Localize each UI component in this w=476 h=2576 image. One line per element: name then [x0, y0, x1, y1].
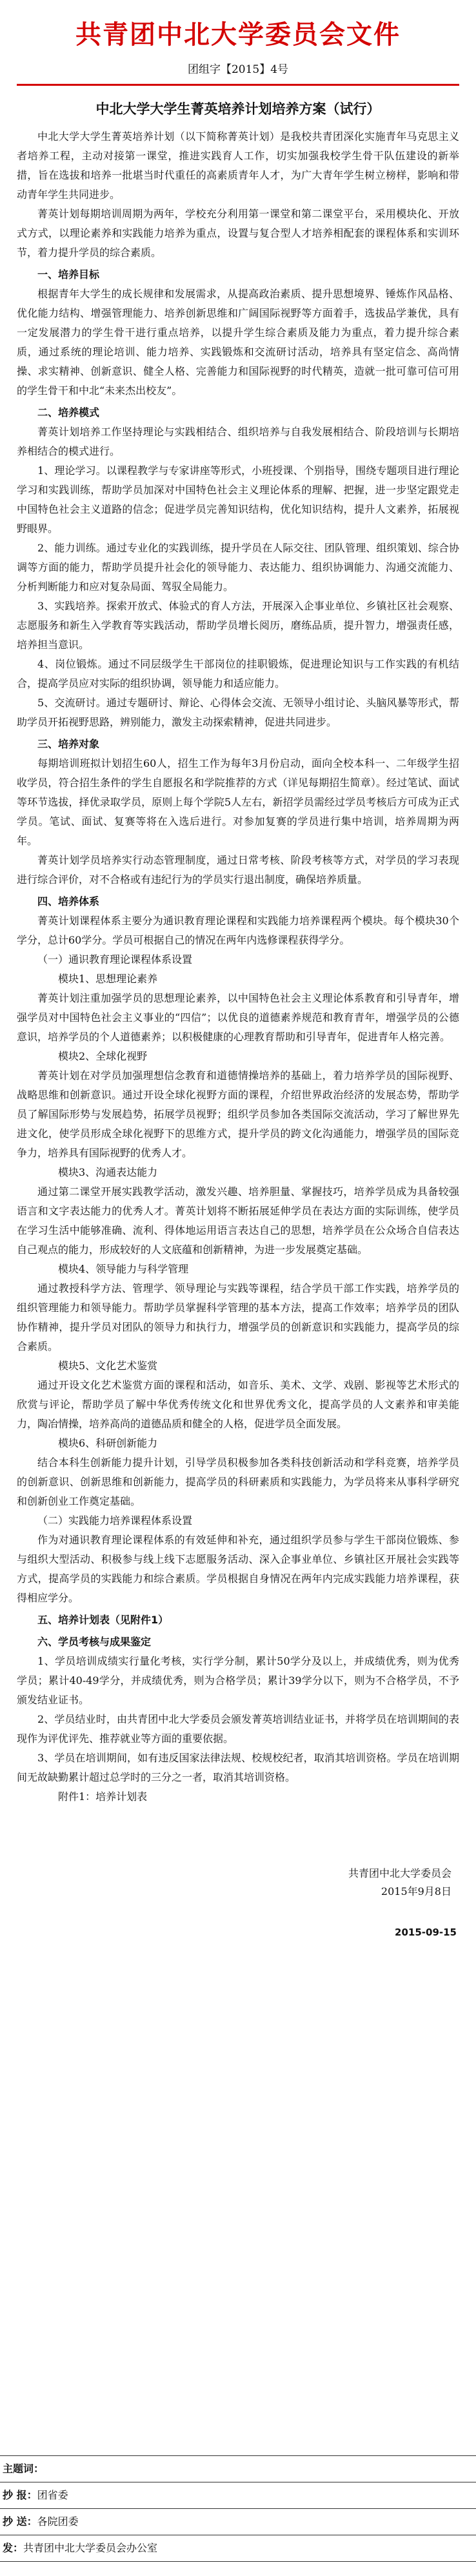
paragraph: 3、学员在培训期间，如有违反国家法律法规、校规校纪者，取消其培训资格。学员在培训期间无故缺勤累计超过总学时的三分之一者，取消其培训资格。 — [17, 1752, 459, 1783]
attachment-note: 附件1：培养计划表 — [58, 1790, 148, 1803]
module-text: 结合本科生创新能力提升计划，引导学员积极参加各类科技创新活动和学科竞赛，培养学员的创新意识、创新思维和创新能力，提高学员的科研素质和实践能力，为学员将来从事科学研究和创新创业工作奠定基础。 — [17, 1456, 459, 1507]
module-text: 通过教授科学方法、管理学、领导理论与实践等课程，结合学员干部工作实践，培养学员的组织管理能力和领导能力。帮助学员掌握科学管理的基本方法，提高工作效率；培养学员的团队协作精神，提升学员对团队的领导力和执行力，增强学员的创新意识和实践能力，提高学员的综合素质。 — [17, 1282, 459, 1352]
module-heading: 模块6、科研创新能力 — [58, 1437, 158, 1449]
section-heading: 四、培养体系 — [37, 895, 100, 907]
signature-org: 共青团中北大学委员会 — [348, 1867, 451, 1879]
paragraph: 菁英计划培养工作坚持理论与实践相结合、组织培养与自我发展相结合、阶段培训与长期培养相结合的模式进行。 — [17, 426, 459, 457]
paragraph: 1、理论学习。以课程教学与专家讲座等形式，小班授课、个别指导，围绕专题项目进行理论学习和实践训练，帮助学员加深对中国特色社会主义理论体系的理解、把握，进一步坚定跟党走中国特色社会主义道路的信念；促进学员完善知识结构，优化知识结构，提升人文素养，拓展视野眼界。 — [17, 464, 459, 535]
module-text: 菁英计划在对学员加强理想信念教育和道德情操培养的基础上，着力培养学员的国际视野、战略思维和创新意识。通过开设全球化视野方面的课程，介绍世界政治经济的发展态势，帮助学员了解国际形势与发展趋势，拓展学员视野；组织学员参加各类国际交流活动，学习了解世界先进文化，使学员形成全球化视野下的思维方式，提升学员的跨文化沟通能力，增强学员的国际竞争力，培养具有国际视野的优秀人才。 — [17, 1069, 459, 1159]
document-footer — [0, 2455, 476, 2562]
module-heading: 模块1、思想理论素养 — [58, 973, 158, 985]
document-title: 中北大学大学生菁英培养计划培养方案（试行） — [95, 101, 381, 117]
intro-paragraph: 菁英计划每期培训周期为两年，学校充分利用第一课堂和第二课堂平台，采用模块化、开放式方式，以理论素养和实践能力培养为重点，设置与复合型人才培养相配套的课程体系和实训环节，着力提升学员的综合素质。 — [17, 208, 459, 259]
section-heading: 三、培养对象 — [37, 738, 100, 750]
section-heading: 二、培养模式 — [37, 406, 100, 419]
section-heading: 一、培养目标 — [37, 268, 100, 281]
subsection-heading: （二）实践能力培养课程体系设置 — [37, 1514, 193, 1527]
print-date: 2015-09-15 — [395, 1927, 457, 1938]
paragraph: 2、学员结业时，由共青团中北大学委员会颁发菁英培训结业证书，并将学员在培训期间的表现作为评优评先、推荐就业等方面的重要依据。 — [17, 1713, 459, 1745]
org-title: 共青团中北大学委员会文件 — [75, 20, 401, 50]
footer-row-keywords — [0, 2455, 476, 2482]
footer-row-report — [0, 2482, 476, 2508]
module-heading: 模块5、文化艺术鉴赏 — [58, 1360, 158, 1372]
subsection-heading: （一）通识教育理论课程体系设置 — [37, 953, 193, 966]
doc-number: 团组字【2015】4号 — [187, 63, 289, 76]
red-divider — [17, 84, 459, 86]
footer-row-issuer — [0, 2535, 476, 2562]
signature-date: 2015年9月8日 — [381, 1885, 451, 1897]
paragraph: 作为对通识教育理论课程体系的有效延伸和补充，通过组织学员参与学生干部岗位锻炼、参与组织大型活动、积极参与线上线下志愿服务活动、深入企事业单位、乡镇社区开展社会实践等方式，提高学员的实践能力和综合素质。学员根据自身情况在两年内完成实践能力培养课程，获得相应学分。 — [17, 1534, 459, 1604]
footer-label: 主题词： — [3, 2462, 45, 2475]
module-heading: 模块4、领导能力与科学管理 — [58, 1263, 189, 1275]
footer-value: 共青团中北大学委员会办公室 — [23, 2542, 158, 2554]
module-heading: 模块2、全球化视野 — [58, 1050, 148, 1062]
paragraph: 1、学员培训成绩实行量化考核，实行学分制，累计50学分及以上，并成绩优秀，则为优秀学员；累计40-49学分，并成绩优秀，则为合格学员；累计39学分以下，则为不合格学员，不予颁发结业证书。 — [17, 1655, 459, 1706]
module-text: 通过开设文化艺术鉴赏方面的课程和活动，如音乐、美术、文学、戏剧、影视等艺术形式的欣赏与评论，帮助学员了解中华优秀传统文化和世界优秀文化，提高学员的人文素养和审美能力，陶冶情操，培养高尚的道德品质和健全的人格，促进学员全面发展。 — [17, 1379, 459, 1430]
paragraph: 2、能力训练。通过专业化的实践训练，提升学员在人际交往、团队管理、组织策划、综合协调等方面的能力，帮助学员提升社会化的领导能力、表达能力、组织协调能力、沟通交流能力、分析判断能力和应对复杂局面、驾驭全局能力。 — [17, 542, 459, 593]
module-text: 通过第二课堂开展实践教学活动，激发兴趣、培养胆量、掌握技巧，培养学员成为具备较强语言和文字表达能力的优秀人才。菁英计划将不断拓展延伸学员在表达方面的实际训练，使学员在学习生活中能够准确、流利、得体地运用语言表达自己的思想，培养学员在公众场合自信表达自己观点的能力，形成较好的人文底蕴和创新精神，为进一步发展奠定基础。 — [17, 1185, 459, 1256]
footer-label: 发： — [3, 2542, 24, 2554]
footer-value: 各院团委 — [37, 2515, 79, 2528]
footer-label: 抄 报： — [3, 2489, 37, 2501]
paragraph: 菁英计划课程体系主要分为通识教育理论课程和实践能力培养课程两个模块。每个模块30个学分，总计60学分。学员可根据自己的情况在两年内选修课程获得学分。 — [17, 915, 459, 946]
paragraph: 根据青年大学生的成长规律和发展需求，从提高政治素质、提升思想境界、锤炼作风品格、优化能力结构、增强管理能力、培养创新思维和广阔国际视野等方面着手，选拔品学兼优，具有一定发展潜力的学生骨干进行重点培养，以提升学生综合素质及能力为重点，着力提升综合素质，通过系统的理论培训、能力培养、实践锻炼和交流研讨活动，培养具有坚定信念、高尚情操、求实精神、创新意识、健全人格、完善能力和国际视野的时代精英，造就一批可靠可信可用的学生骨干和中北“未来杰出校友”。 — [17, 288, 459, 397]
paragraph: 5、交流研讨。通过专题研讨、辩论、心得体会交流、无领导小组讨论、头脑风暴等形式，帮助学员开拓视野思路，辨别能力，激发主动探索精神，促进共同进步。 — [17, 697, 459, 728]
paragraph: 4、岗位锻炼。通过不同层级学生干部岗位的挂职锻炼，促进理论知识与工作实践的有机结合，提高学员应对实际的组织协调，领导能力和适应能力。 — [17, 658, 459, 689]
footer-row-copy — [0, 2508, 476, 2535]
intro-paragraph: 中北大学大学生菁英培养计划（以下简称菁英计划）是我校共青团深化实施青年马克思主义者培养工程，主动对接第一课堂，推进实践育人工作，切实加强我校学生骨干队伍建设的新举措，旨在选拔和培养一批堪当时代重任的高素质青年人才，为广大青年学生树立榜样，影响和带动青年学生共同进步。 — [17, 130, 459, 201]
spacer — [17, 1807, 459, 1865]
module-heading: 模块3、沟通表达能力 — [58, 1166, 158, 1178]
footer-label: 抄 送： — [3, 2515, 37, 2528]
section-heading: 五、培养计划表（见附件1） — [37, 1614, 169, 1626]
paragraph: 每期培训班拟计划招生60人，招生工作为每年3月份启动，面向全校本科一、二年级学生招收学员，符合招生条件的学生自愿报名和学院推荐的方式（详见每期招生简章）。经过笔试、面试等环节选拔，择优录取学员，原则上每个学院5人左右，新招学员需经过学员考核后方可成为正式学员。笔试、面试、复赛等将在入选后进行。对参加复赛的学员进行集中培训，培养周期为两年。 — [17, 757, 459, 847]
paragraph: 菁英计划学员培养实行动态管理制度，通过日常考核、阶段考核等方式，对学员的学习表现进行综合评价，对不合格或有违纪行为的学员实行退出制度，确保培养质量。 — [17, 854, 459, 886]
paragraph: 3、实践培养。探索开放式、体验式的育人方法，开展深入企事业单位、乡镇社区社会观察、志愿服务和新生入学教育等实践活动，帮助学员增长阅历，磨练品质，提升智力，增强责任感，培养担当意识。 — [17, 600, 459, 651]
module-text: 菁英计划注重加强学员的思想理论素养，以中国特色社会主义理论体系教育和引导青年，增强学员对中国特色社会主义事业的“四信”；以优良的道德素养规范和教育青年，增强学员的公德意识，培养学员的个人道德素养；以积极健康的心理教育帮助和引导青年，促进青年人格完善。 — [17, 992, 459, 1043]
section-heading: 六、学员考核与成果鉴定 — [37, 1636, 152, 1648]
footer-value: 团省委 — [37, 2489, 68, 2501]
